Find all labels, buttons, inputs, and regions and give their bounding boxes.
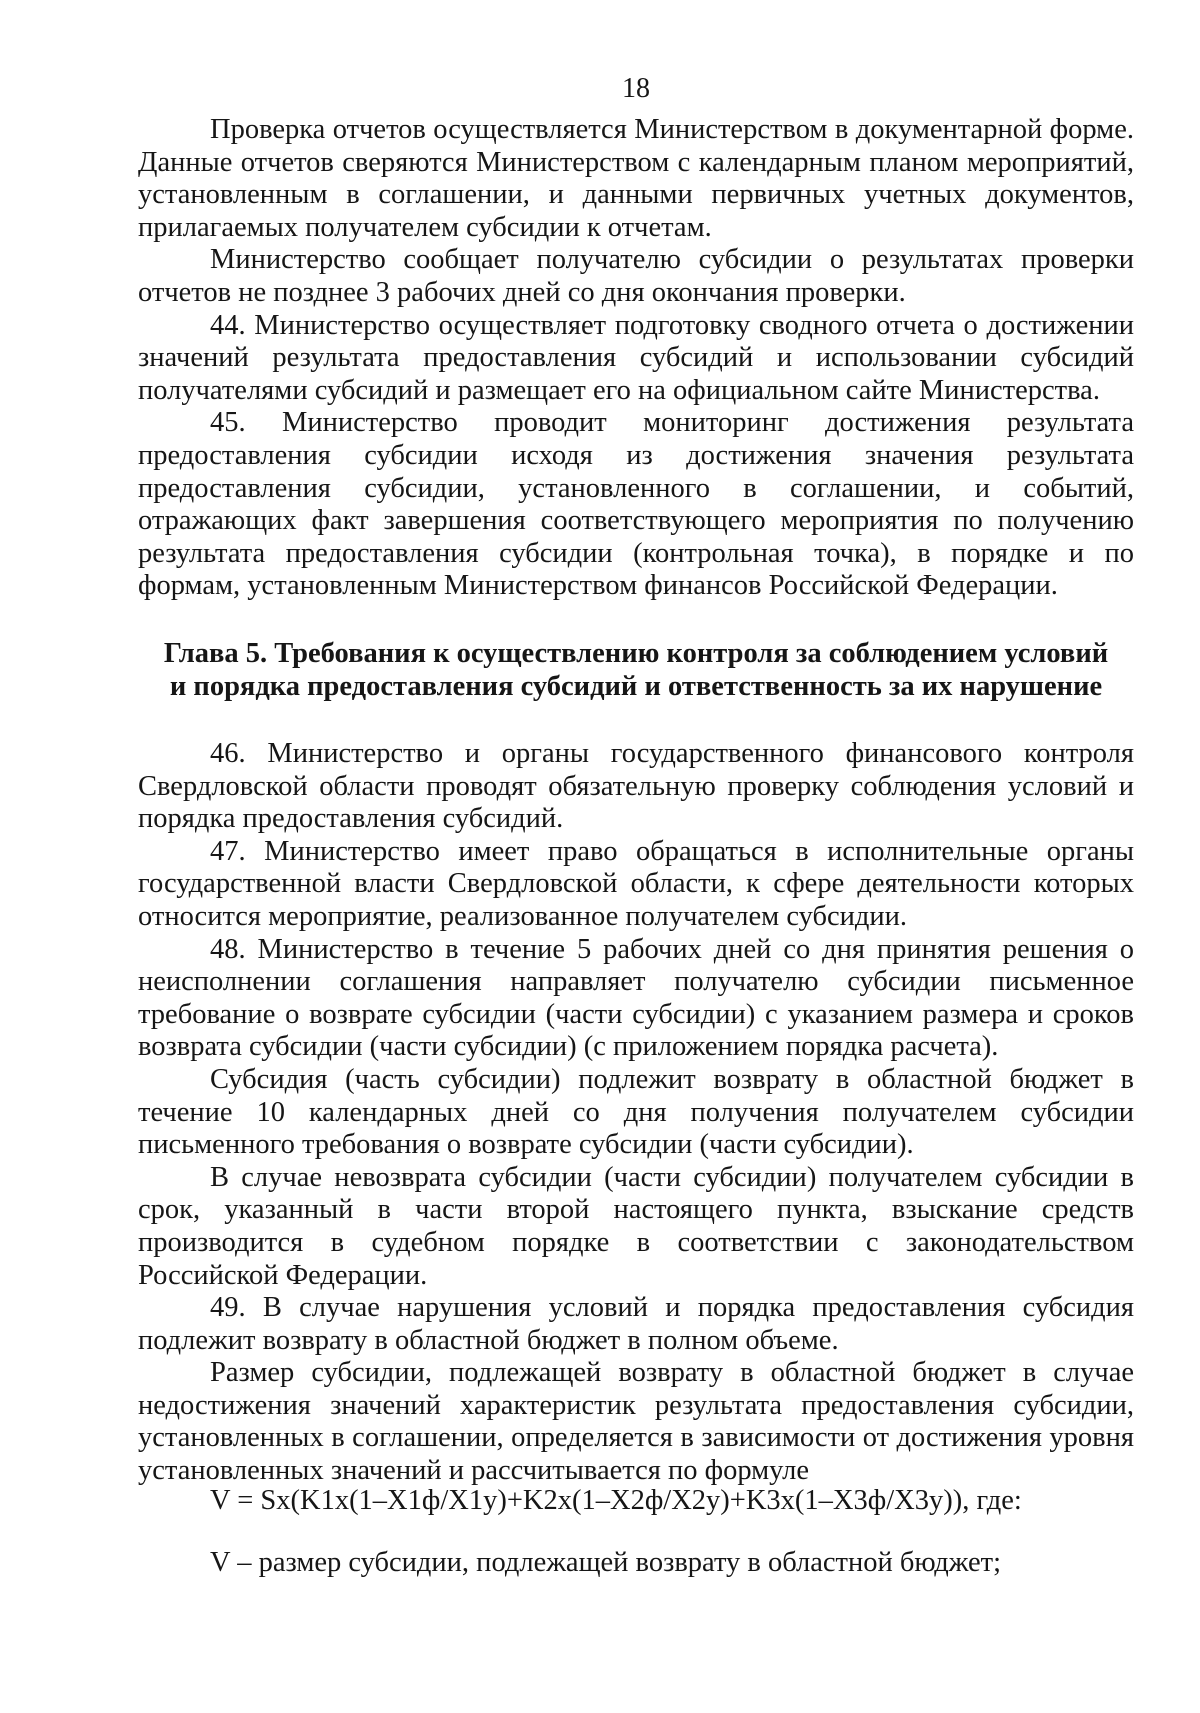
paragraph-item-49: 49. В случае нарушения условий и порядка предоставления субсидия подлежит возврату в областной бюджет в полном объеме. [138,1292,1134,1356]
paragraph-report-verification: Проверка отчетов осуществляется Министерством в документарной форме. Данные отчетов сверяются Министерством с календарным планом мероприятий, установленным в соглашении, и данными первичных учетных документов, прилагаемых получателем субсидии к отчетам. [138,114,1134,243]
chapter-heading-line-1: Глава 5. Требования к осуществлению контроля за соблюдением условий [163,638,1109,669]
paragraph-verification-notice: Министерство сообщает получателю субсидии о результатах проверки отчетов не позднее 3 рабочих дней со дня окончания проверки. [138,244,1134,308]
section-control-paragraphs [138,738,1134,1488]
formula-definition-v: V – размер субсидии, подлежащей возврату в областной бюджет; [210,1547,1002,1578]
paragraph-refund-term: Субсидия (часть субсидии) подлежит возврату в областной бюджет в течение 10 календарных дней со дня получения получателем субсидии письменного требования о возврате субсидии (части субсидии). [138,1063,1134,1161]
section-reporting-paragraphs [138,114,1134,603]
paragraph-item-47: 47. Министерство имеет право обращаться в исполнительные органы государственной власти Свердловской области, к сфере деятельности которых относится мероприятие, реализованное получателем субсидии. [138,835,1134,932]
page-number: 18 [622,73,650,104]
paragraph-non-refund: В случае невозврата субсидии (части субсидии) получателем субсидии в срок, указанный в части второй настоящего пункта, взыскание средств производится в судебном порядке в соответствии с законодательством Российской Федерации. [138,1161,1134,1291]
refund-formula: V = Sx(K1x(1–X1ф/X1y)+K2x(1–X2ф/X2y)+K3x(1–X3ф/X3y)), где: [210,1485,1022,1516]
paragraph-refund-amount: Размер субсидии, подлежащей возврату в областной бюджет в случае недостижения значений характеристик результата предоставления субсидии, установленных в соглашении, определяется в зависимости от достижения уровня установленных значений и рассчитывается по формуле [138,1357,1134,1487]
paragraph-item-48: 48. Министерство в течение 5 рабочих дней со дня принятия решения о неисполнении соглашения направляет получателю субсидии письменное требование о возврате субсидии (части субсидии) с указанием размера и сроков возврата субсидии (части субсидии) (с приложением порядка расчета). [138,933,1134,1063]
paragraph-item-45: 45. Министерство проводит мониторинг достижения результата предоставления субсидии исходя из достижения значения результата предоставления субсидии, установленного в соглашении, и событий, отражающих факт завершения соответствующего мероприятия по получению результата предоставления субсидии (контрольная точка), в порядке и по формам, установленным Министерством финансов Российской Федерации. [138,407,1134,602]
paragraph-item-44: 44. Министерство осуществляет подготовку сводного отчета о достижении значений результата предоставления субсидий и использовании субсидий получателями субсидий и размещает его на официальном сайте Министерства. [138,309,1134,406]
chapter-5-heading [138,637,1134,703]
paragraph-item-46: 46. Министерство и органы государственного финансового контроля Свердловской области проводят обязательную проверку соблюдения условий и порядка предоставления субсидий. [138,738,1134,835]
chapter-heading-line-2: и порядка предоставления субсидий и ответственность за их нарушение [169,671,1103,702]
